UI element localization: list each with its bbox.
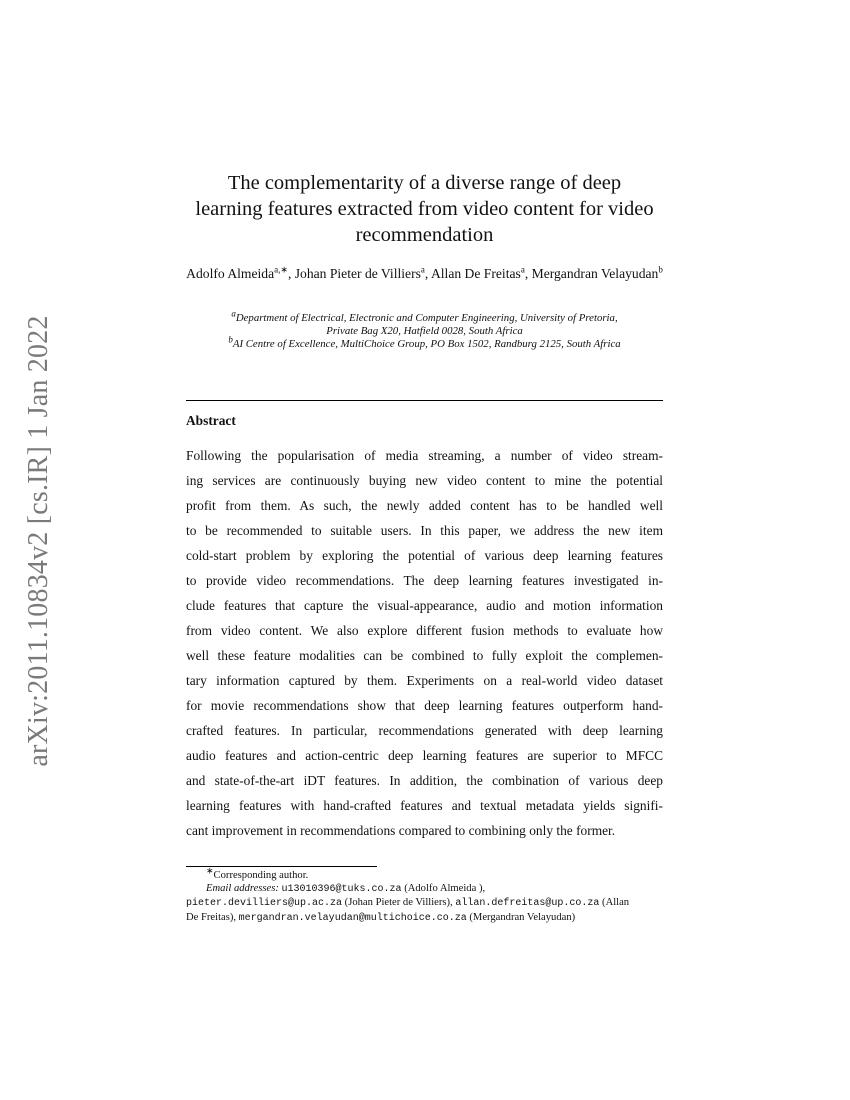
abstract-line: crafted features. In particular, recommendations generated with deep learning: [186, 723, 663, 738]
footnotes: [186, 865, 663, 925]
footnote-mark: ∗: [206, 865, 214, 876]
email-link[interactable]: pieter.devilliers@up.ac.za: [186, 898, 343, 910]
affiliation-b: AI Centre of Excellence, MultiChoice Group, PO Box 1502, Randburg 2125, South Africa: [232, 338, 621, 350]
title-line: learning features extracted from video content for video: [195, 198, 654, 220]
affiliations: [186, 308, 663, 351]
arxiv-side-stamp: arXiv:2011.10834v2 [cs.IR] 1 Jan 2022: [23, 315, 54, 767]
paper-title: [186, 170, 663, 248]
abstract-line: clude features that capture the visual-appearance, audio and motion information: [186, 598, 663, 613]
abstract-line: to be recommended to suitable users. In this paper, we address the new item: [186, 523, 663, 538]
email-link[interactable]: allan.defreitas@up.co.za: [455, 898, 600, 910]
email-link[interactable]: mergandran.velayudan@multichoice.co.za: [238, 912, 467, 924]
author-name: Johan Pieter de Villiers: [294, 266, 421, 281]
author-affil-mark: a: [420, 264, 425, 275]
author-affil-mark: b: [658, 264, 663, 275]
author-name: Mergandran Velayudan: [531, 266, 659, 281]
abstract-line: ing services are continuously buying new video content to mine the potential: [186, 473, 663, 488]
abstract-line: profit from them. As such, the newly added content has to be handled well: [186, 498, 663, 513]
abstract-line: cant improvement in recommendations compared to combining only the former.: [186, 823, 616, 838]
footnote-emails-cont: [186, 911, 663, 925]
abstract-line: cold-start problem by exploring the potential of various deep learning features: [186, 548, 663, 563]
abstract-body: [186, 443, 663, 843]
email-owner: (Adolfo Almeida ),: [401, 883, 486, 895]
author-separator: ,: [287, 266, 295, 281]
author-affil-mark: a: [520, 264, 525, 275]
email-owner: (Allan: [599, 897, 630, 909]
email-owner: De Freitas),: [186, 911, 239, 923]
abstract-line: for movie recommendations show that deep learning features outperform hand-: [186, 698, 663, 713]
author-separator: ,: [524, 266, 532, 281]
abstract-line: Following the popularisation of media streaming, a number of video stream-: [186, 448, 663, 463]
footnote-emails-cont: [186, 896, 663, 910]
abstract-line: well these feature modalities can be combined to fully exploit the complemen-: [186, 648, 663, 663]
email-owner: (Johan Pieter de Villiers),: [342, 897, 456, 909]
email-link[interactable]: u13010396@tuks.co.za: [281, 884, 402, 896]
abstract-line: audio features and action-centric deep learning features are superior to MFCC: [186, 748, 663, 763]
email-owner: (Mergandran Velayudan): [466, 911, 576, 923]
title-line: The complementarity of a diverse range of deep: [227, 172, 622, 194]
author-separator: ,: [424, 266, 431, 281]
author-name: Adolfo Almeida: [186, 266, 275, 281]
author-affil-mark: a,∗: [274, 264, 288, 275]
footnote-divider: [186, 866, 377, 867]
affiliation-a-address: Private Bag X20, Hatfield 0028, South Africa: [326, 325, 523, 337]
affil-mark: b: [228, 334, 233, 345]
abstract-line: and state-of-the-art iDT features. In addition, the combination of various deep: [186, 773, 663, 788]
abstract-line: to provide video recommendations. The deep learning features investigated in-: [186, 573, 663, 588]
footnote-emails: [186, 882, 663, 896]
abstract-line: learning features with hand-crafted features and textual metadata yields signifi-: [186, 798, 663, 813]
abstract-divider: [186, 400, 663, 401]
author-list: [186, 265, 663, 283]
footnote-text: Corresponding author.: [213, 870, 309, 881]
abstract-line: tary information captured by them. Experiments on a real-world video dataset: [186, 673, 663, 688]
email-label: Email addresses:: [206, 883, 279, 895]
abstract-line: from video content. We also explore different fusion methods to evaluate how: [186, 623, 663, 638]
affiliation-a: Department of Electrical, Electronic and Computer Engineering, University of Pretoria,: [235, 312, 618, 324]
title-line: recommendation: [355, 224, 494, 246]
abstract-heading: Abstract: [186, 413, 236, 428]
affil-mark: a: [231, 308, 236, 319]
author-name: Allan De Freitas: [430, 266, 521, 281]
footnote-corresponding: [186, 865, 663, 882]
